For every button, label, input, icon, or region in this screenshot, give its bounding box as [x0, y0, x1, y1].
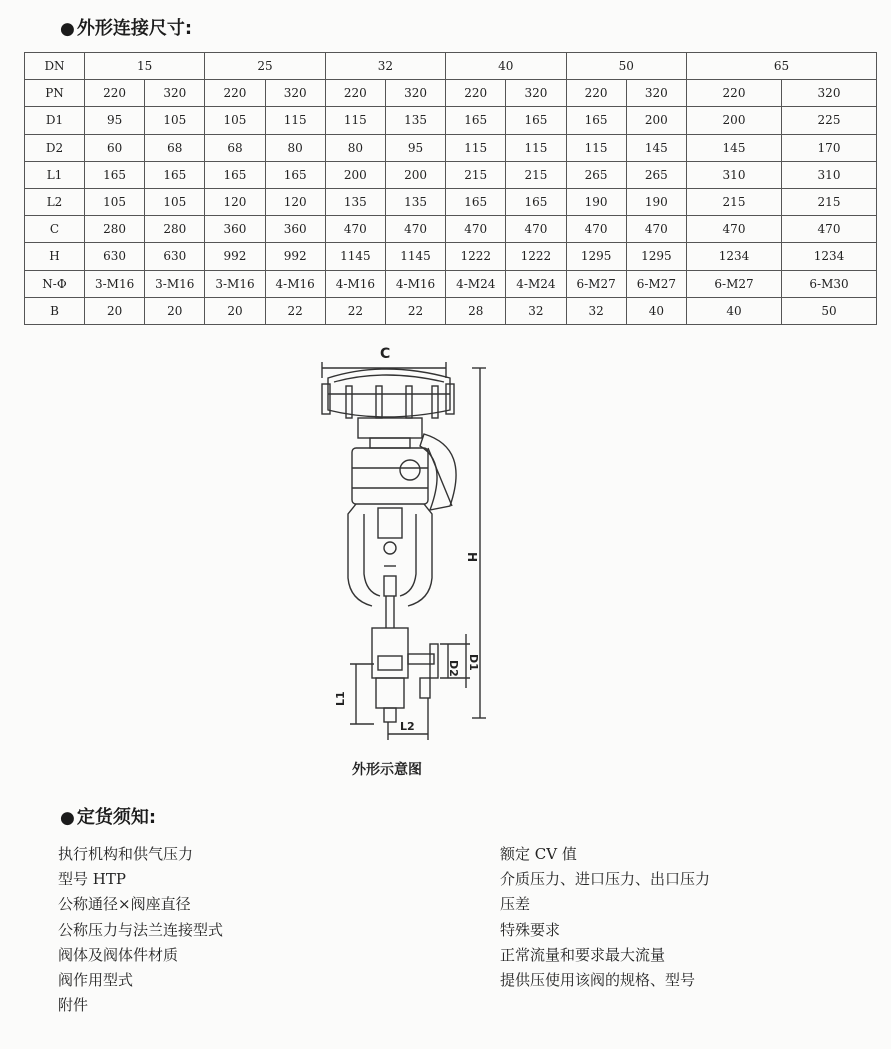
- table-cell: 1145: [325, 243, 385, 270]
- table-cell: 120: [265, 188, 325, 215]
- table-cell: 992: [205, 243, 265, 270]
- row-label: D2: [25, 134, 85, 161]
- table-cell: 40: [687, 297, 782, 324]
- table-cell: 65: [687, 53, 877, 80]
- table-cell: 215: [446, 161, 506, 188]
- label-d2: D2: [447, 660, 460, 677]
- table-cell: 105: [145, 188, 205, 215]
- table-cell: 1222: [506, 243, 566, 270]
- table-cell: 6-M27: [626, 270, 686, 297]
- table-cell: 3-M16: [85, 270, 145, 297]
- handwheel-box: [352, 434, 456, 510]
- table-cell: 265: [626, 161, 686, 188]
- table-cell: 50: [782, 297, 877, 324]
- table-cell: 320: [782, 80, 877, 107]
- table-row: [25, 161, 877, 188]
- table-cell: 6-M27: [687, 270, 782, 297]
- table-cell: 630: [85, 243, 145, 270]
- section-title-dimensions: 外形连接尺寸:: [76, 18, 193, 39]
- table-cell: 220: [446, 80, 506, 107]
- table-cell: 220: [85, 80, 145, 107]
- table-cell: 145: [626, 134, 686, 161]
- table-cell: 3-M16: [205, 270, 265, 297]
- list-item: 执行机构和供气压力: [58, 845, 194, 863]
- row-label: L2: [25, 188, 85, 215]
- row-label: D1: [25, 107, 85, 134]
- row-label: B: [25, 297, 85, 324]
- dimension-l1: [334, 664, 374, 724]
- table-cell: 32: [325, 53, 445, 80]
- table-cell: 28: [446, 297, 506, 324]
- order-notes-left: [58, 842, 223, 1018]
- table-cell: 15: [85, 53, 205, 80]
- table-cell: 200: [325, 161, 385, 188]
- table-cell: 105: [145, 107, 205, 134]
- bullet-icon: ●: [60, 19, 75, 39]
- table-cell: 4-M16: [325, 270, 385, 297]
- table-cell: 135: [325, 188, 385, 215]
- table-cell: 22: [325, 297, 385, 324]
- table-cell: 165: [506, 188, 566, 215]
- list-item: 公称通径×阀座直径: [58, 895, 191, 914]
- row-label: DN: [25, 53, 85, 80]
- table-cell: 1234: [687, 243, 782, 270]
- dimension-l2: [388, 698, 428, 740]
- row-label: L1: [25, 161, 85, 188]
- table-cell: 220: [325, 80, 385, 107]
- table-cell: 220: [566, 80, 626, 107]
- table-cell: 630: [145, 243, 205, 270]
- table-cell: 215: [506, 161, 566, 188]
- yoke: [348, 504, 432, 606]
- table-body: [25, 80, 877, 325]
- table-cell: 3-M16: [145, 270, 205, 297]
- table-cell: 470: [566, 216, 626, 243]
- table-cell: 115: [566, 134, 626, 161]
- table-cell: 1145: [385, 243, 445, 270]
- table-cell: 22: [265, 297, 325, 324]
- table-cell: 1222: [446, 243, 506, 270]
- row-label: PN: [25, 80, 85, 107]
- table-cell: 1234: [782, 243, 877, 270]
- table-cell: 60: [85, 134, 145, 161]
- label-l1: L1: [334, 691, 347, 706]
- table-cell: 170: [782, 134, 877, 161]
- table-cell: 25: [205, 53, 325, 80]
- row-label: H: [25, 243, 85, 270]
- list-item: 阀体及阀体件材质: [58, 945, 179, 964]
- table-cell: 68: [205, 134, 265, 161]
- table-row: [25, 216, 877, 243]
- table-cell: 470: [325, 216, 385, 243]
- list-item: 介质压力、进口压力、出口压力: [500, 870, 711, 889]
- table-cell: 470: [506, 216, 566, 243]
- row-label: N-Φ: [25, 270, 85, 297]
- table-cell: 165: [145, 161, 205, 188]
- label-c: C: [380, 346, 391, 362]
- table-cell: 6-M30: [782, 270, 877, 297]
- table-cell: 280: [145, 216, 205, 243]
- table-cell: 32: [566, 297, 626, 324]
- section-heading-order: [60, 803, 156, 829]
- table-cell: 20: [145, 297, 205, 324]
- table-cell: 95: [385, 134, 445, 161]
- table-row: [25, 134, 877, 161]
- label-d1: D1: [467, 654, 480, 671]
- table-cell: 165: [265, 161, 325, 188]
- list-item: 额定 CV 值: [500, 845, 577, 863]
- list-item: 型号 HTP: [58, 870, 126, 889]
- table-cell: 135: [385, 188, 445, 215]
- dimension-d: [440, 634, 480, 688]
- table-cell: 470: [687, 216, 782, 243]
- table-cell: 320: [145, 80, 205, 107]
- table-cell: 135: [385, 107, 445, 134]
- actuator: [322, 369, 454, 448]
- list-item: 特殊要求: [500, 920, 561, 939]
- table-cell: 220: [687, 80, 782, 107]
- table-cell: 165: [566, 107, 626, 134]
- table-cell: 190: [626, 188, 686, 215]
- table-cell: 4-M24: [506, 270, 566, 297]
- valve-outline-drawing: [300, 338, 500, 748]
- list-item: 正常流量和要求最大流量: [500, 945, 666, 964]
- table-cell: 1295: [566, 243, 626, 270]
- table-row: [25, 80, 877, 107]
- table-cell: 265: [566, 161, 626, 188]
- table-row-dn: [25, 53, 877, 80]
- list-item: 附件: [58, 996, 89, 1015]
- table-cell: 310: [782, 161, 877, 188]
- table-cell: 4-M16: [385, 270, 445, 297]
- table-cell: 80: [325, 134, 385, 161]
- table-cell: 115: [325, 107, 385, 134]
- drawing-caption: 外形示意图: [352, 762, 422, 778]
- list-item: 提供压使用该阀的规格、型号: [500, 971, 696, 990]
- table-cell: 320: [265, 80, 325, 107]
- table-cell: 20: [205, 297, 265, 324]
- table-cell: 280: [85, 216, 145, 243]
- table-row: [25, 297, 877, 324]
- table-cell: 105: [205, 107, 265, 134]
- table-cell: 115: [446, 134, 506, 161]
- dimensions-table: [24, 52, 877, 325]
- table-cell: 165: [446, 107, 506, 134]
- table-cell: 22: [385, 297, 445, 324]
- order-notes-right: [500, 842, 710, 993]
- table-row: [25, 188, 877, 215]
- table-cell: 470: [626, 216, 686, 243]
- table-cell: 470: [782, 216, 877, 243]
- table-cell: 220: [205, 80, 265, 107]
- table-cell: 360: [205, 216, 265, 243]
- table-row: [25, 243, 877, 270]
- table-cell: 200: [626, 107, 686, 134]
- label-h: H: [465, 552, 479, 563]
- table-cell: 40: [446, 53, 566, 80]
- label-l2: L2: [400, 720, 415, 733]
- table-cell: 225: [782, 107, 877, 134]
- table-cell: 360: [265, 216, 325, 243]
- list-item: 压差: [500, 895, 531, 914]
- table-cell: 165: [205, 161, 265, 188]
- table-cell: 215: [782, 188, 877, 215]
- table-cell: 320: [626, 80, 686, 107]
- table-cell: 215: [687, 188, 782, 215]
- table-cell: 470: [446, 216, 506, 243]
- list-item: 阀作用型式: [58, 971, 134, 990]
- table-cell: 105: [85, 188, 145, 215]
- table-cell: 1295: [626, 243, 686, 270]
- table-cell: 80: [265, 134, 325, 161]
- table-cell: 115: [506, 134, 566, 161]
- table-cell: 470: [385, 216, 445, 243]
- section-heading-dimensions: [60, 14, 192, 40]
- table-cell: 190: [566, 188, 626, 215]
- table-row: [25, 270, 877, 297]
- table-cell: 120: [205, 188, 265, 215]
- table-cell: 4-M24: [446, 270, 506, 297]
- section-title-order: 定货须知:: [76, 807, 157, 828]
- table-cell: 320: [385, 80, 445, 107]
- table-cell: 200: [687, 107, 782, 134]
- table-row: [25, 107, 877, 134]
- table-cell: 165: [506, 107, 566, 134]
- table-cell: 50: [566, 53, 687, 80]
- table-cell: 200: [385, 161, 445, 188]
- table-cell: 6-M27: [566, 270, 626, 297]
- table-cell: 20: [85, 297, 145, 324]
- table-cell: 165: [85, 161, 145, 188]
- table-cell: 40: [626, 297, 686, 324]
- table-cell: 165: [446, 188, 506, 215]
- table-cell: 320: [506, 80, 566, 107]
- table-cell: 115: [265, 107, 325, 134]
- table-cell: 145: [687, 134, 782, 161]
- table-cell: 992: [265, 243, 325, 270]
- table-cell: 32: [506, 297, 566, 324]
- bullet-icon: ●: [60, 808, 75, 828]
- table-cell: 310: [687, 161, 782, 188]
- table-cell: 68: [145, 134, 205, 161]
- row-label: C: [25, 216, 85, 243]
- table-cell: 4-M16: [265, 270, 325, 297]
- list-item: 公称压力与法兰连接型式: [58, 920, 224, 939]
- table-cell: 95: [85, 107, 145, 134]
